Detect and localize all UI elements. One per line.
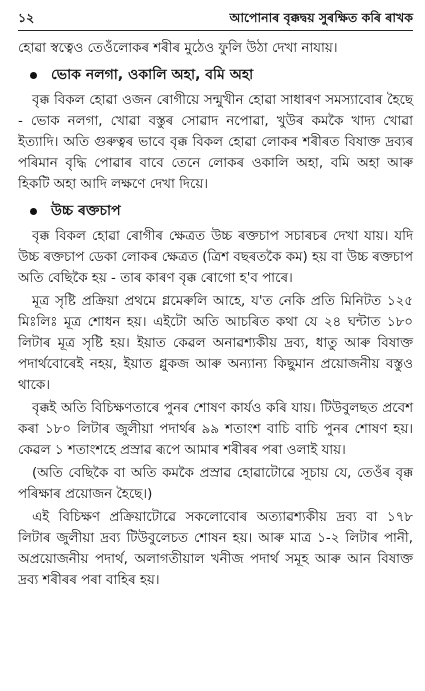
section-heading-text: ভোক নলগা, ওকালি অহা, বমি অহা	[51, 67, 254, 83]
section-heading-text: উচ্চ ৰক্তচাপ	[51, 203, 121, 219]
running-title: আপোনাৰ বৃক্কদ্বয় সুৰক্ষিত কৰি ৰাখক	[229, 10, 413, 25]
page-body	[18, 38, 413, 591]
bp-paragraph-2: মূত্ৰ সৃষ্টি প্ৰক্ৰিয়া প্ৰথমে গ্লমেৰুলি আহে, য'ত নেকি প্ৰতি মিনিটত ১২৫ মিঃলিঃ মূত্ৰ শোধন হয়। এইটো অতি আচৰিত কথা যে ২৪ ঘন্টাত ১৮০ লিটাৰ মূত্ৰ সৃষ্টি হয়। ইয়াত কেৱল অনাৱশ্যকীয় দ্ৰব্য, ধাতু আৰু বিষাক্ত পদাৰ্থবোৰেই নহয়, ইয়াত গ্লুকজ আৰু অন্যান্য কিছুমান প্ৰয়োজনীয় বস্তুও থাকে।	[18, 294, 413, 393]
bp-paragraph-5: এই বিচিক্ষণ প্ৰক্ৰিয়াটোৱে সকলোবোৰ অত্যাৱশ্যকীয় দ্ৰব্য বা ১৭৮ লিটাৰ জুলীয়া দ্ৰব্য টিউবুলেচত শোষন হয়। আৰু মাত্ৰ ১-২ লিটাৰ পানী, অপ্ৰয়োজনীয় পদাৰ্থ, অলাগতীয়াল খনীজ পদাৰ্থ সমূহ আৰু আন বিষাক্ত দ্ৰব্য শৰীৰৰ পৰা বাহিৰ হয়।	[18, 510, 413, 588]
page-header	[18, 8, 413, 30]
intro-paragraph: হোৱা স্বত্বেও তেওঁলোকৰ শৰীৰ মুঠেও ফুলি উঠা দেখা নাযায়।	[18, 41, 338, 56]
header-rule	[18, 30, 413, 31]
bp-paragraph-3: বৃক্কই অতি বিচিক্ষণতাৰে পুনৰ শোষণ কাৰ্যও কৰি যায়। টিউবুলছত প্ৰবেশ কৰা ১৮০ লিটাৰ জুলীয়া পদাৰ্থৰ ৯৯ শতাংশ বাচি বাচি পুনৰ শোষণ হয়। কেৱল ১ শতাংশহে প্ৰস্ৰাৱ ৰূপে আমাৰ শৰীৰৰ পৰা ওলাই যায়।	[18, 401, 413, 458]
section-heading-blood-pressure	[30, 201, 413, 222]
bp-paragraph-4: (অতি বেছিকৈ বা অতি কমকৈ প্ৰস্ৰাৱ হোৱাটোৱে সূচায় যে, তেওঁৰ বৃক্ক পৰিক্ষাৰ প্ৰয়োজন হৈছে।)	[18, 466, 413, 502]
section-heading-appetite	[30, 65, 413, 86]
bp-paragraph-1: বৃক্ক বিকল হোৱা ৰোগীৰ ক্ষেত্ৰত উচ্চ ৰক্তচাপ সচাৰচৰ দেখা যায়। যদি উচ্চ ৰক্তচাপ ডেকা লোকৰ ক্ষেত্ৰত (ত্ৰিশ বছৰতকৈ কম) হয় বা উচ্চ ৰক্তচাপ অতি বেছিকৈ হয় - তাৰ কাৰণ বৃক্ক ৰোগো হ'ব পাৰে।	[18, 229, 413, 286]
bullet-icon	[30, 72, 37, 79]
appetite-paragraph: বৃক্ক বিকল হোৱা ওজন ৰোগীয়ে সন্মুখীন হোৱা সাধাৰণ সমস্যাবোৰ হৈছে - ভোক নলগা, খোৱা বস্তুৰ সোৱাদ নপোৱা, খুউৰ কমকৈ খাদ্য খোৱা ইত্যাদি। অতি গুৰুত্বৰ ভাবে বৃক্ক বিকল হোৱা লোকৰ শৰীৰত বিষাক্ত দ্ৰব্যৰ পৰিমান বৃদ্ধি পোৱাৰ বাবে তেনে লোকৰ ওকালি অহা, বমি অহা আৰু হিকটি অহা আদি লক্ষণে দেখা দিয়ে।	[18, 93, 413, 192]
page-number: ১২	[18, 10, 35, 25]
bullet-icon	[30, 208, 37, 215]
